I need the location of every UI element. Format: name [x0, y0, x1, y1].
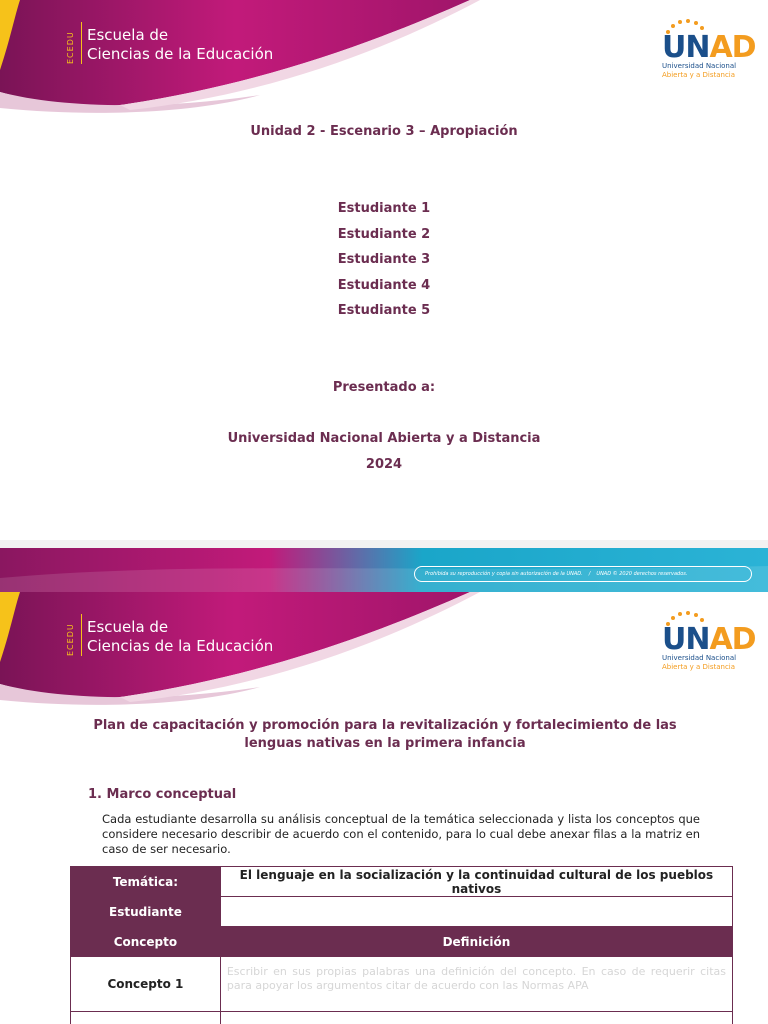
table-row — [71, 897, 733, 927]
estudiante-value[interactable] — [220, 897, 732, 927]
table-row — [71, 867, 733, 897]
content-page — [0, 592, 768, 1024]
school-name-line1: Escuela de — [87, 618, 169, 636]
page-gap — [0, 540, 768, 548]
school-acronym: ECEDU — [66, 31, 75, 64]
footer-separator: / — [588, 571, 591, 577]
logo-subtitle-2: Abierta y a Distancia — [662, 71, 736, 79]
estudiante-label: Estudiante — [71, 897, 221, 927]
document-title-line2: lenguas nativas en la primera infancia — [244, 736, 526, 751]
logo-subtitle-1: Universidad Nacional — [662, 62, 737, 70]
tematica-value[interactable]: El lenguaje en la socialización y la continuidad cultural de los pueblos nativos — [220, 867, 732, 897]
logo-wordmark — [662, 30, 756, 65]
table-row — [71, 957, 733, 1012]
definition-cell[interactable]: Escribir en sus propias palabras una definición del concepto. En caso de requerir citas para apoyar los argumentos citar de acuerdo con las Normas APA — [220, 957, 732, 1012]
definition-cell-empty[interactable] — [220, 1012, 732, 1024]
school-name-line2: Ciencias de la Educación — [87, 45, 274, 63]
footer-band-container — [0, 548, 768, 592]
unad-logo — [660, 610, 756, 674]
student-name: Estudiante 3 — [337, 252, 431, 267]
school-divider — [81, 614, 82, 656]
school-name — [87, 618, 273, 656]
school-name-line2: Ciencias de la Educación — [87, 637, 274, 655]
logo-subtitle-1: Universidad Nacional — [662, 654, 737, 662]
logo-un: UN — [662, 30, 710, 65]
school-divider — [81, 22, 82, 64]
logo-un: UN — [662, 622, 710, 657]
document-title-line1: Plan de capacitación y promoción para la revitalización y fortalecimiento de las — [93, 718, 677, 733]
header-banner — [0, 0, 768, 115]
institution-name: Universidad Nacional Abierta y a Distancia — [227, 431, 541, 446]
school-name-line1: Escuela de — [87, 26, 169, 44]
school-name — [87, 26, 273, 64]
logo-ad: AD — [709, 622, 756, 657]
concept-label: Concepto 1 — [71, 957, 221, 1012]
footer-band — [0, 548, 768, 592]
student-name: Estudiante 5 — [337, 303, 431, 318]
footer-notice-text: Prohibida su reproducción y copia sin autorización de la UNAD. — [425, 571, 583, 577]
school-acronym: ECEDU — [66, 623, 75, 656]
presented-to-label: Presentado a: — [332, 380, 436, 395]
table-header-row — [71, 927, 733, 957]
cover-year: 2024 — [365, 457, 403, 472]
column-header-definicion: Definición — [220, 927, 732, 957]
logo-subtitle-2: Abierta y a Distancia — [662, 663, 736, 671]
student-name: Estudiante 2 — [337, 227, 431, 242]
header-banner — [0, 592, 768, 707]
student-name: Estudiante 4 — [337, 278, 431, 293]
cover-title: Unidad 2 - Escenario 3 – Apropiación — [250, 124, 518, 139]
instructions-paragraph: Cada estudiante desarrolla su análisis conceptual de la temática seleccionada y lista los conceptos que considere necesario describir de acuerdo con el contenido, para lo cual debe anexar filas a la matriz en caso de ser necesario. — [102, 812, 700, 856]
column-header-concepto: Concepto — [71, 927, 221, 957]
student-name: Estudiante 1 — [337, 201, 431, 216]
document-title — [60, 717, 710, 753]
concept-label-empty — [71, 1012, 221, 1024]
unad-logo — [660, 18, 756, 82]
tematica-label: Temática: — [71, 867, 221, 897]
table-row — [71, 1012, 733, 1024]
footer-copyright: UNAD © 2020 derechos reservados. — [596, 571, 688, 577]
footer-notice — [414, 566, 752, 582]
conceptual-matrix-table — [70, 866, 733, 1024]
logo-wordmark — [662, 622, 756, 657]
section-heading: 1. Marco conceptual — [88, 787, 237, 802]
logo-ad: AD — [709, 30, 756, 65]
